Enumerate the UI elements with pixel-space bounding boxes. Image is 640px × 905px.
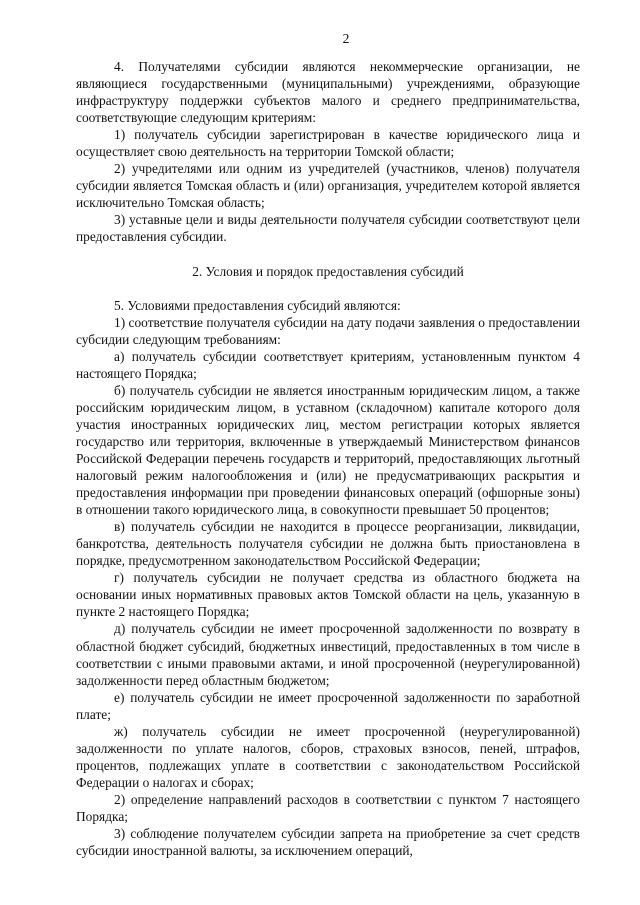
paragraph-condition-2: 2) определение направлений расходов в соответствии с пунктом 7 настоящего Порядка; [76,791,580,824]
paragraph-item-5: 5. Условиями предоставления субсидий являются: [114,297,401,313]
paragraph-criterion-3: 3) уставные цели и виды деятельности получателя субсидии соответствуют цели предоставления субсидии. [76,212,580,245]
paragraph-criterion-1: 1) получатель субсидии зарегистрирован в качестве юридического лица и осуществляет свою деятельность на территории Томской области; [76,127,580,160]
paragraph-criterion-2: 2) учредителями или одним из учредителей (участников, членов) получателя субсидии является Томская область и (или) организация, учредителем которой является исключительно Томская область; [76,161,580,211]
paragraph-item-4: 4. Получателями субсидии являются некоммерческие организации, не являющиеся государственными (муниципальными) учреждениями, образующие инфраструктуру поддержки субъектов малого и среднего предпринимательства, соответствующие следующим критериям: [76,59,580,126]
paragraph-requirement-b: б) получатель субсидии не является иностранным юридическим лицом, а также российским юридическим лицом, в уставном (складочном) капитале которого доля участия иностранных юридических лиц, местом регистрации которых является государство или территория, включенные в утверждаемый Министерством финансов Российской Федерации перечень государств и территорий, предоставляющих льготный налоговый режим налогообложения и (или) не предусматривающих раскрытия и предоставления информации при проведении финансовых операций (офшорные зоны) в отношении такого юридического лица, в совокупности превышает 50 процентов; [76,382,580,518]
paragraph-requirement-v: в) получатель субсидии не находится в процессе реорганизации, ликвидации, банкротства, деятельность получателя субсидии не должна быть приостановлена в порядке, предусмотренном законодательством Российской Федерации; [76,519,580,569]
paragraph-requirement-g: г) получатель субсидии не получает средства из областного бюджета на основании иных нормативных правовых актов Томской области на цель, указанную в пункте 2 настоящего Порядка; [76,570,580,620]
section-heading: 2. Условия и порядок предоставления субсидий [192,263,464,279]
paragraph-requirement-zh: ж) получатель субсидии не имеет просроченной (неурегулированной) задолженности по уплате налогов, сборов, страховых взносов, пеней, штрафов, процентов, подлежащих уплате в соответствии с законодательством Российской Федерации о налогах и сборах; [76,723,580,790]
paragraph-condition-1: 1) соответствие получателя субсидии на дату подачи заявления о предоставлении субсидии следующим требованиям: [76,314,580,347]
document-body [76,58,580,859]
paragraph-condition-3: 3) соблюдение получателем субсидии запрета на приобретение за счет средств субсидии иностранной валюты, за исключением операций, [76,826,580,859]
paragraph-requirement-a: а) получатель субсидии соответствует критериям, установленным пунктом 4 настоящего Порядка; [76,348,580,381]
page-number: 2 [342,31,350,46]
paragraph-requirement-e: е) получатель субсидии не имеет просроченной задолженности по заработной плате; [76,689,580,722]
paragraph-requirement-d: д) получатель субсидии не имеет просроченной задолженности по возврату в областной бюджет субсидий, бюджетных инвестиций, предоставленных в том числе в соответствии с иными правовыми актами, и иной просроченной (неурегулированной) задолженности перед областным бюджетом; [76,621,580,688]
